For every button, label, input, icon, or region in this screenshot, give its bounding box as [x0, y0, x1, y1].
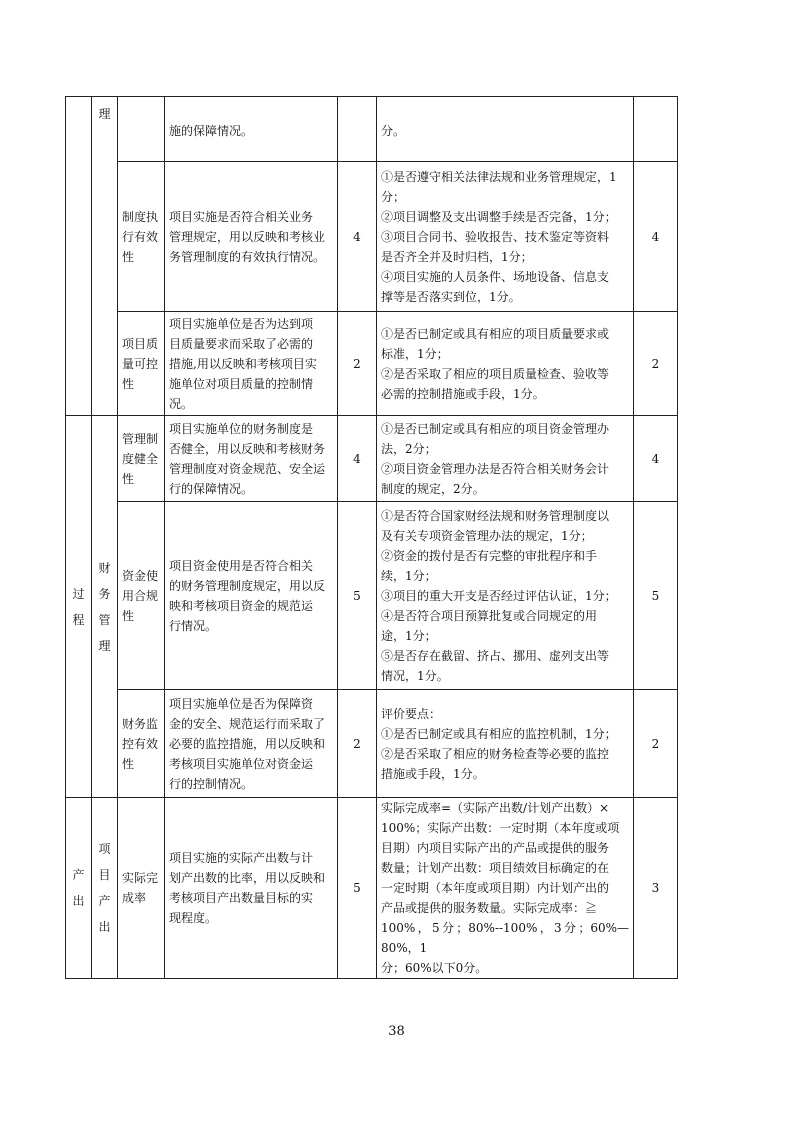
indicator-description-cell-line: 划产出数的比率，用以反映和	[169, 871, 326, 885]
indicator-name-cell	[118, 798, 165, 979]
indicator-description-cell	[165, 162, 338, 312]
final-score-cell: 4	[634, 162, 678, 312]
scoring-criteria-cell-line: 标准，1分；	[381, 346, 449, 361]
table-row	[66, 312, 678, 416]
indicator-description-cell	[165, 416, 338, 502]
scoring-criteria-cell	[377, 798, 634, 979]
indicator-description-cell-line: 的财务管理制度规定，用以反	[169, 578, 326, 593]
indicator-description-cell-line: 现程度。	[169, 911, 218, 925]
indicator-description-cell-line: 项目实施单位的财务制度是	[169, 421, 314, 436]
indicator-description-cell-line: 行的控制情况。	[169, 776, 254, 791]
scoring-criteria-cell-line: 实际完成率=（实际产出数/计划产出数）×	[381, 801, 610, 815]
indicator-name-cell-line: 资金使	[122, 568, 159, 583]
scoring-criteria-cell-line: 数量；计划产出数：项目绩效目标确定的在	[381, 861, 610, 875]
level1-output-cell	[66, 798, 92, 979]
indicator-description-cell-line: 考核项目产出数量目标的实	[169, 891, 314, 905]
indicator-name-cell	[118, 162, 165, 312]
indicator-name-cell-line: 行有效	[122, 229, 159, 244]
indicator-description-cell-line: 目质量要求而采取了必需的	[169, 336, 314, 351]
scoring-criteria-cell-line: 分。	[381, 124, 406, 138]
scoring-criteria-cell-line: 撑等是否落实到位，1分。	[381, 289, 521, 304]
indicator-description-cell-line: 行的保障情况。	[169, 481, 254, 496]
indicator-description-cell-line: 项目资金使用是否符合相关	[169, 558, 314, 573]
final-score-cell	[634, 97, 678, 162]
weight-score-cell: 2	[338, 690, 377, 798]
indicator-description-cell-line: 措施,用以反映和考核项目实	[169, 356, 317, 371]
weight-score-cell: 5	[338, 502, 377, 690]
indicator-description-cell-line: 况。	[169, 396, 194, 411]
indicator-description-cell-line: 金的安全、规范运行而采取了	[169, 716, 326, 731]
scoring-criteria-cell-line: 续，1分；	[381, 568, 437, 583]
scoring-criteria-cell-line: ④是否符合项目预算批复或合同规定的用	[381, 608, 598, 623]
indicator-name-cell-line: 制度执	[122, 209, 159, 224]
indicator-name-cell-line: 控有效	[122, 736, 159, 751]
scoring-criteria-cell-line: 情况，1分。	[381, 668, 449, 683]
level1-process-cell-text: 过程	[72, 586, 85, 627]
scoring-criteria-cell-line: 评价要点：	[381, 706, 442, 721]
indicator-name-cell-line: 管理制	[122, 431, 159, 446]
scoring-criteria-cell-line: ①是否遵守相关法律法规和业务管理规定，1	[381, 169, 617, 184]
final-score-cell: 5	[634, 502, 678, 690]
indicator-name-cell-line: 度健全	[122, 451, 159, 466]
scoring-criteria-cell-line: 途，1分；	[381, 628, 437, 643]
indicator-name-cell-line: 性	[122, 249, 135, 264]
scoring-criteria-cell-line: 及有关专项资金管理办法的规定，1分；	[381, 528, 593, 543]
indicator-name-cell-line: 性	[122, 608, 135, 623]
scoring-criteria-cell	[377, 312, 634, 416]
indicator-name-cell	[118, 416, 165, 502]
scoring-criteria-cell	[377, 162, 634, 312]
scoring-criteria-cell-line: ②是否采取了相应的财务检查等必要的监控	[381, 746, 610, 761]
indicator-name-cell-line: 财务监	[122, 716, 159, 731]
evaluation-table	[65, 96, 678, 979]
level2-mgmt-cell-text: 理	[98, 107, 111, 121]
scoring-criteria-cell-line: 措施或手段，1分。	[381, 766, 485, 781]
indicator-description-cell	[165, 502, 338, 690]
scoring-criteria-cell-line: ②资金的拨付是否有完整的审批程序和手	[381, 548, 598, 563]
scoring-criteria-cell-line: 100%；实际产出数：一定时期（本年度或项	[381, 821, 620, 835]
indicator-description-cell-line: 项目实施单位是否为保障资	[169, 696, 314, 711]
indicator-description-cell	[165, 312, 338, 416]
scoring-criteria-cell-line: 分；	[381, 189, 406, 204]
scoring-criteria-cell-line: 100%，5分；80%--100%，3分；60%—80%，1	[381, 921, 629, 955]
scoring-criteria-cell-line: ③项目合同书、验收报告、技术鉴定等资料	[381, 229, 610, 244]
indicator-description-cell-line: 映和考核项目资金的规范运	[169, 598, 314, 613]
indicator-description-cell-line: 施的保障情况。	[169, 124, 254, 138]
indicator-description-cell-line: 项目实施单位是否为达到项	[169, 316, 314, 331]
indicator-description-cell-line: 管理制度对资金规范、安全运	[169, 461, 326, 476]
table-row	[66, 416, 678, 502]
indicator-description-cell-line: 项目实施的实际产出数与计	[169, 851, 314, 865]
scoring-criteria-cell-line: ②项目调整及支出调整手续是否完备，1分；	[381, 209, 617, 224]
level2-output-cell	[92, 798, 118, 979]
level1-blank-cell	[66, 97, 92, 416]
table-row	[66, 798, 678, 979]
scoring-criteria-cell-line: 是否齐全并及时归档，1分；	[381, 249, 533, 264]
table-row	[66, 690, 678, 798]
final-score-cell: 2	[634, 690, 678, 798]
scoring-criteria-cell-line: ②是否采取了相应的项目质量检查、验收等	[381, 366, 610, 381]
weight-score-cell: 4	[338, 162, 377, 312]
scoring-criteria-cell-line: ①是否已制定或具有相应的项目质量要求或	[381, 326, 610, 341]
scoring-criteria-cell-line: 分；60%以下0分。	[381, 961, 488, 975]
scoring-criteria-cell	[377, 690, 634, 798]
indicator-name-cell-line: 项目质	[122, 336, 159, 351]
indicator-name-cell-line: 实际完	[122, 871, 159, 885]
indicator-name-cell	[118, 97, 165, 162]
indicator-name-cell-line: 成率	[122, 891, 147, 905]
scoring-criteria-cell-line: ⑤是否存在截留、挤占、挪用、虚列支出等	[381, 648, 610, 663]
indicator-name-cell	[118, 690, 165, 798]
level2-finance-cell-text: 财务管理	[98, 560, 111, 653]
indicator-description-cell-line: 行情况。	[169, 618, 218, 633]
indicator-description-cell-line: 管理规定，用以反映和考核业	[169, 229, 326, 244]
scoring-criteria-cell-line: ①是否已制定或具有相应的项目资金管理办	[381, 421, 610, 436]
indicator-name-cell	[118, 312, 165, 416]
indicator-description-cell-line: 必要的监控措施，用以反映和	[169, 736, 326, 751]
table-row	[66, 162, 678, 312]
table-row	[66, 97, 678, 162]
scoring-criteria-cell-line: 产品或提供的服务数量。实际完成率：≧	[381, 901, 598, 915]
indicator-description-cell-line: 否健全，用以反映和考核财务	[169, 441, 326, 456]
indicator-description-cell-line: 考核项目实施单位对资金运	[169, 756, 314, 771]
scoring-criteria-cell	[377, 416, 634, 502]
level2-finance-cell	[92, 416, 118, 798]
level2-output-cell-text: 项目产出	[98, 842, 111, 934]
indicator-description-cell-line: 务管理制度的有效执行情况。	[169, 249, 326, 264]
indicator-name-cell-line: 量可控	[122, 356, 159, 371]
indicator-description-cell-line: 施单位对项目质量的控制情	[169, 376, 314, 391]
scoring-criteria-cell	[377, 97, 634, 162]
scoring-criteria-cell-line: ①是否已制定或具有相应的监控机制，1分；	[381, 726, 617, 741]
final-score-cell: 4	[634, 416, 678, 502]
scoring-criteria-cell-line: 目期）内项目实际产出的产品或提供的服务	[381, 841, 610, 855]
indicator-name-cell-line: 性	[122, 376, 135, 391]
indicator-description-cell	[165, 798, 338, 979]
final-score-cell: 2	[634, 312, 678, 416]
scoring-criteria-cell-line: ④项目实施的人员条件、场地设备、信息支	[381, 269, 610, 284]
scoring-criteria-cell-line: ③项目的重大开支是否经过评估认证，1分；	[381, 588, 617, 603]
indicator-description-cell-line: 项目实施是否符合相关业务	[169, 209, 314, 224]
indicator-name-cell-line: 用合规	[122, 588, 159, 603]
weight-score-cell: 5	[338, 798, 377, 979]
level2-mgmt-cell	[92, 97, 118, 416]
scoring-criteria-cell	[377, 502, 634, 690]
table-row	[66, 502, 678, 690]
scoring-criteria-cell-line: 制度的规定，2分。	[381, 481, 485, 496]
scoring-criteria-cell-line: 一定时期（本年度或项目期）内计划产出的	[381, 881, 610, 895]
indicator-description-cell	[165, 97, 338, 162]
weight-score-cell	[338, 97, 377, 162]
indicator-description-cell	[165, 690, 338, 798]
level1-output-cell-text: 产出	[72, 868, 85, 908]
page-number: 38	[388, 1024, 405, 1039]
final-score-cell: 3	[634, 798, 678, 979]
indicator-name-cell-line: 性	[122, 471, 135, 486]
indicator-name-cell-line: 性	[122, 756, 135, 771]
indicator-name-cell	[118, 502, 165, 690]
scoring-criteria-cell-line: 法，2分；	[381, 441, 437, 456]
scoring-criteria-cell-line: 必需的控制措施或手段，1分。	[381, 386, 545, 401]
scoring-criteria-cell-line: ①是否符合国家财经法规和财务管理制度以	[381, 508, 610, 523]
weight-score-cell: 4	[338, 416, 377, 502]
scoring-criteria-cell-line: ②项目资金管理办法是否符合相关财务会计	[381, 461, 610, 476]
level1-process-cell	[66, 416, 92, 798]
weight-score-cell: 2	[338, 312, 377, 416]
